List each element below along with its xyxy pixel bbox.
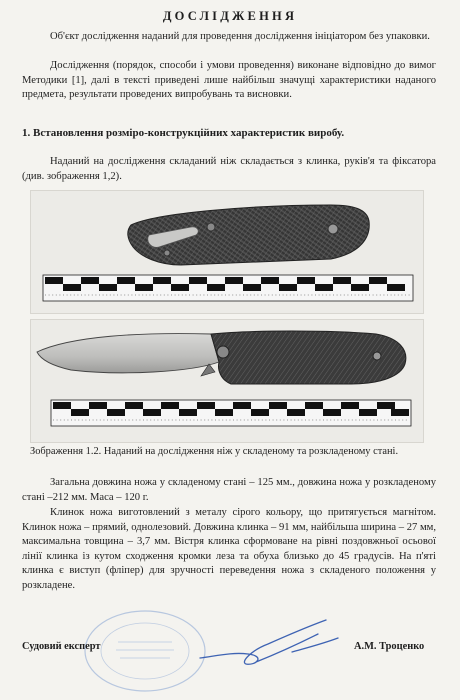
intro-paragraph-1: Об'єкт дослідження наданий для проведення дослідження ініціатором без упаковки. (50, 31, 430, 42)
opened-knife-graphic (37, 331, 406, 384)
ruler-2 (51, 400, 411, 426)
document-title: ДОСЛІДЖЕННЯ (162, 9, 298, 23)
photo-knife-opened (30, 319, 424, 443)
dimensions-paragraph: Загальна довжина ножа у складеному стані – 125 мм., довжина ножа у розкладеному стані –212 мм. Маса – 120 г. (22, 477, 436, 503)
section-1-paragraph: Наданий на дослідження складаний ніж складається з клинка, руків'я та фіксатора (див. зображення 1,2). (22, 156, 436, 182)
intro-paragraph-2: Дослідження (порядок, способи і умови проведення) виконане відповідно до вимог Методики [1], далі в тексті приведені лише найбільш значущі характеристики наданого предмета, результати проведених випробувань та висновки. (22, 60, 436, 101)
photo-knife-folded (30, 190, 424, 314)
ruler-1 (43, 275, 413, 301)
section-1-heading: 1. Встановлення розміро-конструкційних характеристик виробу. (22, 127, 345, 139)
signature-graphic (196, 614, 346, 674)
expert-name: А.М. Троценко (354, 641, 425, 652)
folded-knife-graphic (128, 205, 369, 265)
blade-paragraph: Клинок ножа виготовлений з металу сірого кольору, що притягується магнітом. Клинок ножа – прямий, однолезовий. Довжина клинка – 91 мм, найбільша ширина – 27 мм, максимальна товщина – 3,7 мм. Вістря клинка сформоване на рівні поздовжньої осьової лінії клинка із кутом сходження кромки леза та обуха близько до 45 градусів. На п'яті клинка є виступ (фліпер) для зручності переведення ножа з складеного положення у розкладене. (22, 507, 436, 591)
expert-label: Судовий експерт (22, 641, 101, 652)
figure-caption: Зображення 1.2. Наданий на дослідження ніж у складеному та розкладеному стані. (30, 446, 399, 457)
